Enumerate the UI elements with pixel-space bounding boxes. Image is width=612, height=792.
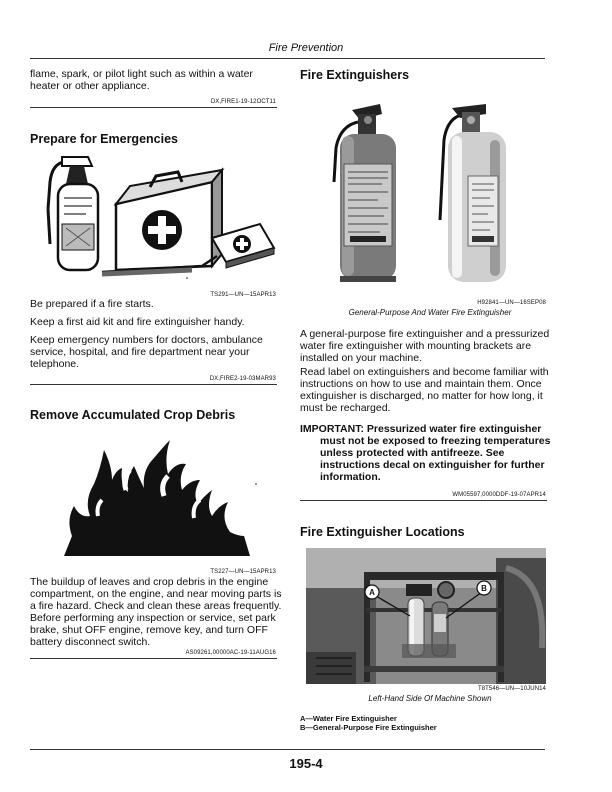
section-heading-extinguishers: Fire Extinguishers	[300, 68, 410, 82]
callout-b	[477, 581, 491, 595]
fire-extinguisher-drawing	[48, 157, 98, 270]
locations-image-ref: T8T546—UN—10JUN14	[477, 686, 546, 692]
prepare-image-ref: TS291—UN—15APR13	[210, 292, 276, 298]
important-rest: must not be exposed to freezing temperatures unless protected with antifreeze. See instructions decal on extinguisher for further information.	[320, 435, 551, 483]
footer-rule	[30, 749, 545, 750]
crop-debris-image-ref: TS227—UN—15APR13	[210, 569, 276, 575]
section-heading-locations: Fire Extinguisher Locations	[300, 525, 465, 539]
extinguishers-image-ref: H92841—UN—16SEP08	[477, 300, 546, 306]
section-heading-prepare: Prepare for Emergencies	[30, 132, 178, 146]
intro-ref-code: DX,FIRE1-19-12OCT11	[210, 99, 276, 105]
prepare-rule	[30, 384, 277, 385]
water-extinguisher-silver	[440, 104, 506, 282]
extinguishers-paragraph-1: A general-purpose fire extinguisher and a pressurized water fire extinguisher with mounting brackets are installed on your machine.	[300, 328, 550, 364]
general-purpose-extinguisher-red	[334, 104, 396, 282]
first-aid-box-drawing	[102, 170, 222, 274]
extinguishers-paragraph-2: Read label on extinguishers and become familiar with instructions on how to use and maintain them. Once extinguisher is discharged, no matter for how long, it must be recharged.	[300, 366, 549, 414]
intro-rule	[30, 107, 277, 108]
extinguishers-rule	[300, 500, 547, 501]
callout-b-label: B	[481, 584, 487, 593]
emergency-kit-illustration	[42, 154, 287, 284]
header-rule	[30, 58, 545, 59]
important-notice	[300, 423, 555, 483]
crop-debris-rule	[30, 658, 277, 659]
prepare-paragraph-1: Be prepared if a fire starts.	[30, 298, 154, 310]
prepare-ref-code: DX,FIRE2-19-03MAR93	[209, 376, 276, 382]
legend-b: B—General-Purpose Fire Extinguisher	[300, 723, 437, 732]
prepare-paragraph-2: Keep a first aid kit and fire extinguisher handy.	[30, 316, 245, 328]
legend-a: A—Water Fire Extinguisher	[300, 714, 397, 723]
important-first-line: Pressurized water fire extinguisher	[366, 423, 542, 435]
section-heading-crop-debris: Remove Accumulated Crop Debris	[30, 408, 236, 422]
callout-a	[365, 585, 379, 599]
prepare-paragraph-3: Keep emergency numbers for doctors, ambulance service, hospital, and fire department near your telephone.	[30, 334, 263, 370]
crop-debris-ref-code: AS09261,00000AC-19-11AUG16	[185, 650, 276, 656]
extinguishers-caption: General-Purpose And Water Fire Extinguisher	[348, 308, 512, 317]
locations-caption: Left-Hand Side Of Machine Shown	[368, 694, 492, 703]
flames-illustration	[60, 440, 260, 558]
crop-debris-paragraph: The buildup of leaves and crop debris in the engine compartment, on the engine, and near moving parts is a fire hazard. Check and clean these areas frequently. Before performing any inspection or service, set park brake, shut OFF engine, remove key, and turn OFF battery disconnect switch.	[30, 576, 282, 648]
page-number: 195-4	[289, 756, 323, 771]
callout-a-label: A	[369, 588, 375, 597]
extinguishers-ref-code: WM05597,0000DDF-19-07APR14	[452, 492, 546, 498]
extinguishers-photo	[322, 100, 522, 290]
intro-text: flame, spark, or pilot light such as within a water heater or other appliance.	[30, 68, 253, 92]
page-header-title: Fire Prevention	[268, 42, 344, 54]
extinguisher-locations-photo	[306, 548, 546, 684]
important-label: IMPORTANT:	[300, 423, 364, 435]
